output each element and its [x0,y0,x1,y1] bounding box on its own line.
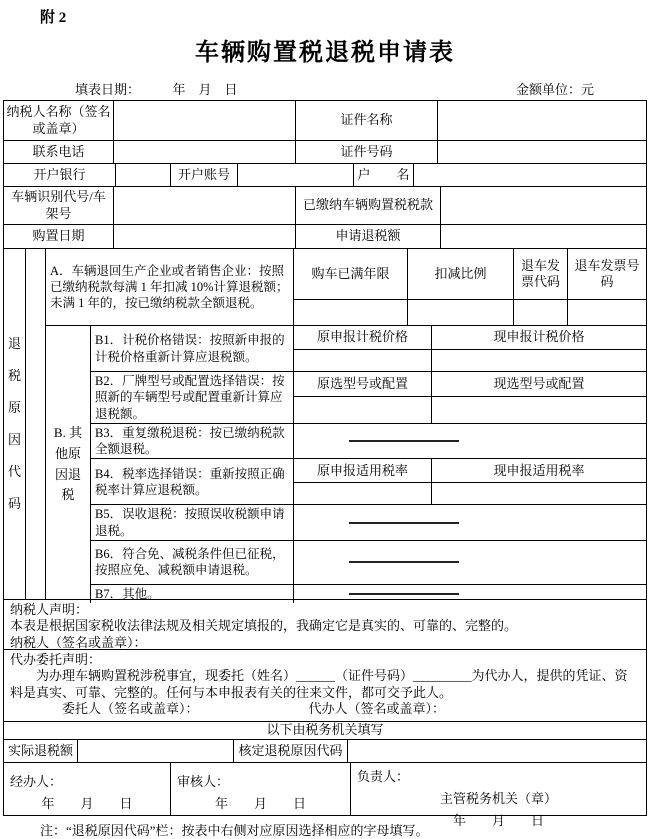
authority-date[interactable]: 年 月 日 [452,813,544,828]
phone-field[interactable] [114,141,296,163]
sign-spacer [199,701,309,717]
taxpayer-declaration-title: 纳税人声明： [10,602,89,617]
purchase-date-label: 购置日期 [4,225,114,248]
page-title: 车辆购置税退税申请表 [195,40,455,66]
reason-b2-desc: B2．厂牌型号或配置选择错误：按照新的车辆型号或配置重新计算应退税额。 [91,372,294,423]
reviewer-cell [171,763,351,815]
phone-label: 联系电话 [4,141,114,163]
reviewer-label[interactable]: 审核人： [177,774,230,789]
return-invoice-code-header: 退车发票代码 [514,249,568,299]
reason-b4-desc: B4．税率选择错误：重新按照正确税率计算应退税额。 [91,459,294,504]
taxpayer-declaration-row [4,600,646,650]
fill-date-label: 填表日期： 年 月 日 [75,82,238,97]
actual-refund-row [4,740,646,763]
agent-sign-label[interactable]: 代办人（签名或盖章）： [308,700,446,716]
reason-b6 [91,541,646,585]
tax-office-section-row [4,722,646,740]
refund-amount-label: 申请退税额 [296,225,441,248]
cert-no-field[interactable] [438,141,646,163]
paid-tax-label: 已缴纳车辆购置税税款 [296,187,441,224]
b1-original-field[interactable] [294,350,432,371]
taxpayer-name-label: 纳税人名称（签名或盖章） [4,101,114,140]
taxpayer-name-field[interactable] [114,101,296,140]
reason-code-side-label: 退税原因代码 [4,249,26,599]
vin-label: 车辆识别代号/车架号 [4,187,114,224]
reason-a-table [294,249,646,325]
not-applicable-dash [349,440,459,442]
bank-label: 开户银行 [4,164,116,186]
signature-row [4,763,646,828]
meta-row [75,79,594,98]
bank-account-label: 开户账号 [171,164,238,186]
b4-original-header: 原申报适用税率 [294,459,432,482]
purchase-date-row [4,225,646,249]
reason-b2 [91,372,646,424]
b6-value-cell [294,541,646,584]
reason-b-label: B. 其他原因退税 [46,326,91,603]
b4-current-header: 现申报适用税率 [493,462,585,478]
cert-no-label: 证件号码 [296,141,438,163]
actual-refund-field[interactable] [78,740,234,762]
refund-amount-field[interactable] [441,225,646,248]
not-applicable-dash [349,522,459,524]
deduction-ratio-header: 扣减比例 [408,249,514,299]
b1-original-header: 原申报计税价格 [294,326,432,349]
reviewer-date[interactable]: 年 月 日 [214,796,306,811]
b2-current-header: 现选型号或配置 [493,375,585,391]
vin-field[interactable] [114,187,296,224]
b2-original-header: 原选型号或配置 [294,372,432,396]
taxpayer-row [4,101,646,141]
reason-b-row [46,326,646,603]
taxpayer-declaration-body: 本表是根据国家税收法律法规及相关规定填报的，我确定它是真实的、可靠的、完整的。 [10,618,518,634]
handler-cell [4,763,171,815]
amount-unit-label: 金额单位：元 [515,82,594,97]
reason-b-items [91,326,646,603]
taxpayer-declaration [4,600,646,649]
deduction-ratio-field[interactable] [408,300,514,325]
reason-b3 [91,424,646,460]
principal-sign-label[interactable]: 委托人（签名或盖章）： [62,700,199,716]
reason-b6-desc: B6．符合免、减税条件但已征税，按照应免、减税额申请退税。 [91,541,294,584]
supervisor-cell [351,763,646,828]
handler-date[interactable]: 年 月 日 [41,796,133,811]
taxpayer-sign-label[interactable]: 纳税人（签名或盖章）： [10,634,147,650]
agent-declaration-row [4,650,646,722]
phone-row [4,141,646,164]
b4-current-field[interactable] [432,483,646,504]
reason-b4 [91,459,646,505]
approved-code-field[interactable] [348,740,646,762]
reason-b5 [91,505,646,541]
b1-current-header: 现申报计税价格 [493,329,585,345]
bank-account-field[interactable] [238,164,354,186]
reason-a-row [46,249,646,326]
b2-current-field[interactable] [432,397,646,423]
agent-declaration-body: 为办理车辆购置税涉税事宜，现委托（姓名）______（证件号码）_________为代办人，提供的凭证、资料是真实、可靠、完整的。任何与本申报表有关的往来文件，都可交予此人。 [10,668,628,700]
cert-name-field[interactable] [438,101,646,140]
attachment-label: 附 2 [40,10,67,26]
not-applicable-dash [349,561,459,563]
supervisor-label[interactable]: 负责人： [357,769,410,784]
b3-value-cell [294,424,646,459]
refund-application-table [3,100,647,828]
cert-name-label: 证件名称 [296,101,438,140]
agent-declaration-title: 代办委托声明： [10,652,102,667]
b1-current-field[interactable] [432,350,646,371]
reason-a-desc: A．车辆退回生产企业或者销售企业：按照已缴纳税款每满 1 年扣减 10%计算退税额；未满 1 年的，按已缴纳税款全额退税。 [46,249,294,325]
return-invoice-no-field[interactable] [568,300,646,325]
b2-original-field[interactable] [294,397,432,423]
return-invoice-no-header: 退车发票号码 [574,257,640,289]
footnote: 注：“退税原因代码”栏：按表中右侧对应原因选择相应的字母填写。 [40,823,429,838]
reason-code-field[interactable] [26,249,46,599]
b5-value-cell [294,505,646,540]
tax-office-section-title: 以下由税务机关填写 [266,722,384,738]
approved-code-label: 核定退税原因代码 [234,740,348,762]
authority-label: 主管税务机关（章） [439,791,557,806]
agent-declaration [4,650,646,721]
actual-refund-label: 实际退税额 [4,740,78,762]
account-name-label: 户 名 [354,164,414,186]
reason-b1 [91,326,646,372]
bank-row [4,164,646,187]
reason-b7-desc: B7．其他。 [91,585,294,603]
return-invoice-code-field[interactable] [514,300,568,325]
reason-b5-desc: B5．误收退税：按照误收税额申请退税。 [91,505,294,540]
purchase-years-field[interactable] [294,300,408,325]
not-applicable-dash [349,593,459,595]
reason-b1-desc: B1．计税价格错误：按照新申报的计税价格重新计算应退税额。 [91,326,294,371]
bank-field[interactable] [116,164,171,186]
handler-label[interactable]: 经办人： [10,774,63,789]
reason-main [46,249,646,599]
paid-tax-field[interactable] [441,187,646,224]
account-name-field[interactable] [414,164,646,186]
b4-original-field[interactable] [294,483,432,504]
purchase-date-field[interactable] [114,225,296,248]
refund-reason-section [4,249,646,600]
vin-row [4,187,646,225]
purchase-years-header: 购车已满年限 [294,249,408,299]
reason-b3-desc: B3．重复缴税退税：按已缴纳税款全额退税。 [91,424,294,459]
